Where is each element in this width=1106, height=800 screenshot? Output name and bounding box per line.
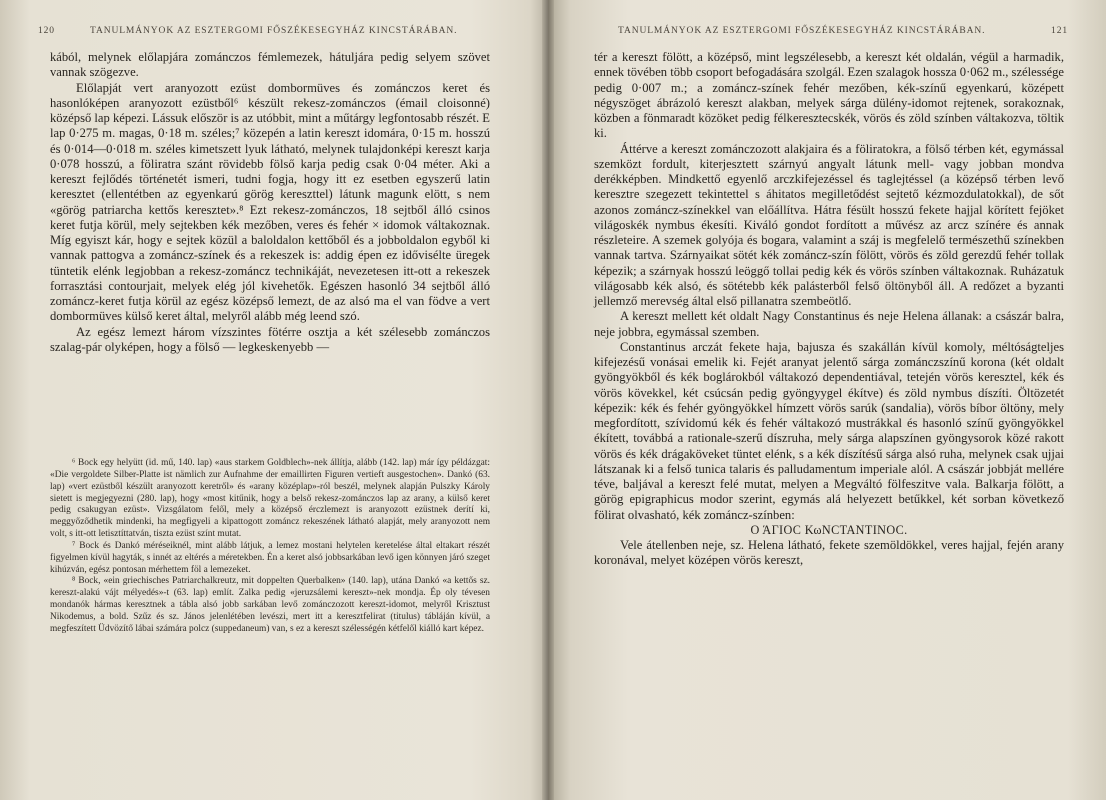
footnotes — [50, 458, 490, 636]
footnote-6: ⁶ Bock egy helyütt (id. mű, 140. lap) «aus starkem Goldblech»-nek állítja, alább (142. lap) már így példázgat: «Die vergoldete Silber-Platte ist nämlich zur Aufnahme der emaillirten Figuren vertieft ausgestochen». Dankó (63. lap) «vert ezüstből készült aranyozott keretről» és «arany középlap»-ról beszél, melynek alapján Pulszky Károly sietett is megjegyezni (280. lap), hogy «most kitűnik, hogy a belső rekesz-zománczos lap az arany, a külső keret pedig csakugyan ezüst». Vizsgálatom felől, mely a középső érczlemezt is aranyozott ezüstnek derítí ki, meggyőződhetik mindenki, ha megfigyeli a kipattogott zománcz rekeszének látható alapját, mely aranyozott nem volt, s itt-ott letisztíttatván, tiszta ezüst színt mutat. — [50, 458, 490, 540]
footnote-8: ⁸ Bock, «ein griechisches Patriarchalkreutz, mit doppelten Querbalken» (140. lap), utána Dankó «a kettős sz. kereszt-alakú vájt mélyedés»-t (63. lap) említ. Zalka pedig «jeruzsálemi kereszt»-nek mondja. Ép oly tévesen mondanók hármas keresztnek a tábla alsó jobb sarkában levő zománczozott kereszt-idomot, melyről Krisztust Nikodemus, a bold. Szűz és sz. János jelenlétében levészi, mert itt a keresztfelirat (titulus) tábláján kívül, a megfeszített Üdvözítő lábai számára polcz (suppedaneum) van, s ez a kereszt szélességén kétfelől kiálló kart képez. — [50, 576, 490, 634]
page-number-right: 121 — [1051, 26, 1068, 36]
right-paragraph-2: Áttérve a kereszt zománczozott alakjaira és a föliratokra, a fölső térben két, egymással szemközt fordult, kiterjesztett szárnyú angyalt látunk mell- vagy jobban mondva derékképben. Mindkettő egyenlő arczkifejezéssel és taglejtéssel (a középső térben levő keresztre szegezett tekintettel s áhitatos megilletődést sejtető kézmozdulatokkal), de sőt azonos zománcz-színekkel van előállítva. Hátra fésült hosszú fekete hajjal körített fejöket világoskék nymbus ékesíti. Kiváló gondot fordított a művész az arcz színére és annak részleteire. A szemek golyója és bogara, valamint a száj is megfelelő természethű színekben vannak tartva. Szárnyaikat sötét kék zománcz-szín fölött, vörös és zöld gerezdű fehér tollak képezik; a szárnyak hosszú leöggő tollai pedig kék és vörös színben váltakoznak. Ruházatuk világosabb kék alsó, és sötétebb kék palásterből felső öltönyből áll. A redőzet a byzanti jellemző merevség által első pillanatra szembeötlő. — [594, 141, 1064, 308]
right-body-text — [594, 50, 1064, 569]
left-paragraph-2: Előlapját vert aranyozott ezüst dombormüves és zománczos keret és hasonlóképen aranyozott ezüstből⁶ készült rekesz-zománczos (émail cloisonné) középső lap képezi. Lássuk először is az utóbbit, mint a műtárgy legfontosabb részét. E lap 0·275 m. magas, 0·18 m. széles;⁷ közepén a latin kereszt idomára, 0·15 m. hosszú és 0·014—0·018 m. széles kimetszett lyuk látható, melynek tulajdonképi kereszt karja 0·078 hosszú, a föliratra szánt rövidebb fölső karja pedig csak 0·04 méter. Aki a kereszt fejlődés történetét ismeri, tudni fogja, hogy itt ez esetben egyszerű latin keresztet (ellentétben az egyenkarú görög kereszttel) látunk magunk elött, s nem «görög patriarcha kettős keresztet».⁸ Ezt rekesz-zománczos, 18 sejtből álló csinos keret futja körül, mely sejtekben kék mezőben, veres és fehér × idomok váltakoznak. Míg egyiszt kár, hogy e sejtek közül a baloldalon kettőből és a jobboldalon egyből ki vannak pattogva a zománcz-színek és a rekeszek is: addig épen ez idővisélte üregek tüntetik elénk legjobban a rekesz-zománcz technikáját, nevezetesen itt-ott a rekeszek forrasztási contourjait, melyek elég jól kivehetők. Egészen hasonló 34 sejtből álló zománcz-keret futja körül az egész középső lemezt, de az alsó ma el van födve a vert dombormüves külső keret által, melyről alább még leend szó. — [50, 80, 490, 324]
running-title-left: TANULMÁNYOK AZ ESZTERGOMI FŐSZÉKESEGYHÁZ KINCSTÁRÁBAN. — [90, 26, 458, 36]
book-gutter — [542, 0, 554, 800]
greek-inscription: Ο ΆΓΙΟC ΚωΝCΤΑΝΤΙΝΟC. — [750, 522, 908, 537]
page-number-left: 120 — [38, 26, 55, 36]
left-paragraph-3: Az egész lemezt három vízszintes fötérre osztja a két szélesebb zománczos szalag-pár olyképen, hogy a fölső — legkeskenyebb — — [50, 324, 490, 354]
right-paragraph-3: A kereszt mellett két oldalt Nagy Constantinus és neje Helena állanak: a császár balra, neje jobbra, egymással szemben. — [594, 309, 1064, 339]
right-paragraph-1: tér a kereszt fölött, a középső, mint legszélesebb, a kereszt két oldalán, végül a harmadik, ennek tövében több csoport befogadására szolgál. Ezen szalagok hossza 0·062 m., szélessége pedig 0·007 m.; a zománcz-színek fehér mezőben, kék-színű egyenkarú, középett négyszöget ábrázoló kereszt alakban, melyek sárga dülény-idomot rejtenek, sorakoznak, közben a fönmaradt közöket pedig félkeresztecskék, vörös és zöld színben váltakozva, töltik ki. — [594, 50, 1065, 141]
right-page — [548, 0, 1106, 800]
right-paragraph-5: Vele átellenben neje, sz. Helena látható, fekete szemöldökkel, veres hajjal, fején arany koronával, melyet középen vörös kereszt, — [594, 538, 1064, 568]
left-paragraph-1: kából, melynek előlapjára zománczos fémlemezek, hátuljára pedig selyem szövet vannak szögezve. — [50, 50, 490, 80]
right-paragraph-4: Constantinus arczát fekete haja, bajusza és szakállán kívül komoly, méltóságteljes kifejezésű vonásai emelik ki. Fejét aranyat jelentő sárga zománczszínű korona (két oldalt gyöngyökből és kék boglárokból váltakozó dependentiával, tetején vörös keresztel, kék és vörös kövekkel, két csúcsán pedig gyöngyygel ékítve) és zöld nymbus díszíti. Öltözetét képezik: kék és fehér gyöngyökkel hímzett vörös sarúk (sandalia), vörös bíbor öltöny, mely megfordított, szívidomú kék és fehér váltakozó mustrákkal és hasonló színű gyöngyökkel ékített, továbbá a rationale-szerű díszruha, mely sárga alapszínen gyöngysorok közé rakott vörös és kék drágaköveket tüntet elénk, s a kék díszítésű sárga alsó ruha, melynek csak ujjai látszanak ki a felső tunica talaris és palludamentum imperiale alól. A császár jobbját mellére téve, baljával a kereszt felé mutat, melyen a Megváltó fölfeszitve vala. Balkarja fölött, a görög epigraphicus modor szerint, egymás alá helyezett betűkkel, két sorban következő fölirat olvasható, kék zománcz-színben: — [594, 339, 1064, 522]
left-body-text — [50, 50, 490, 355]
left-page — [0, 0, 548, 800]
footnote-7: ⁷ Bock és Dankó méréseiknél, mint alább látjuk, a lemez mostani helytelen keretelése által eltakart részét figyelmen kívül hagyták, s innét az eltérés a méretekben. Én a keret alsó jobbsarkában levő igen könnyen járó szeget kihúzván, egész pontosan mérhettem föl a lemezeket. — [50, 540, 490, 575]
running-title-right: TANULMÁNYOK AZ ESZTERGOMI FŐSZÉKESEGYHÁZ KINCSTÁRÁBAN. — [618, 26, 986, 36]
